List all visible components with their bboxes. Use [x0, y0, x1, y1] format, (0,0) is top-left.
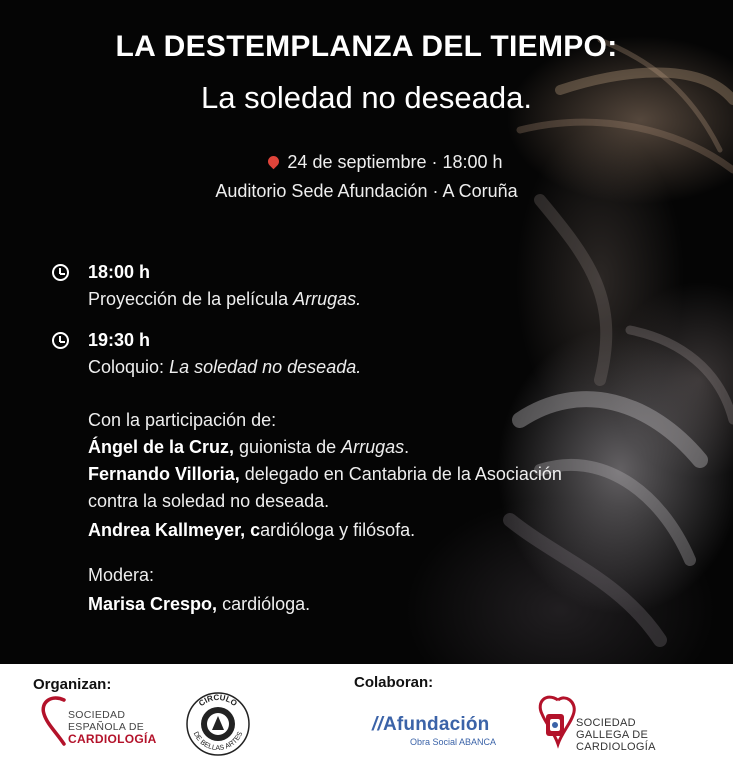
participant-3-name: Andrea Kallmeyer, c: [88, 520, 261, 540]
program-desc-2: [88, 357, 361, 378]
circulo-bellas-artes-logo: [184, 690, 252, 758]
participation-intro: Con la participación de:: [88, 410, 277, 430]
afundacion-logo: [372, 714, 502, 754]
program-time-2: 19:30 h: [88, 330, 151, 350]
organizers-label: Organizan:: [33, 676, 112, 693]
heart-crest-icon: [536, 692, 578, 754]
participant-3: [88, 520, 415, 541]
event-date-line: [0, 152, 733, 173]
poster-title: LA DESTEMPLANZA DEL TIEMPO:: [115, 30, 618, 63]
clock-icon: [52, 264, 69, 281]
svg-text:CIRCULO: [197, 693, 239, 708]
sgc-line-1: SOCIEDAD: [576, 717, 636, 729]
participant-1: [88, 437, 409, 458]
program-time-1: 18:00 h: [88, 262, 151, 282]
afundacion-name: [372, 714, 502, 736]
location-pin-icon: [266, 154, 282, 170]
circulo-arc-top: CIRCULO: [197, 692, 239, 709]
slashes-icon: //: [372, 714, 383, 735]
clock-icon: [52, 332, 69, 349]
participant-2-role-cont: contra la soledad no deseada.: [88, 491, 330, 511]
afundacion-name-text: Afundación: [382, 714, 490, 735]
program-desc-1-text: Proyección de la película: [88, 289, 294, 309]
film-title: Arrugas.: [293, 289, 362, 309]
participant-1-film: Arrugas: [341, 437, 405, 457]
collaborators-label: Colaboran:: [354, 674, 434, 691]
moderator-name: Marisa Crespo,: [88, 594, 218, 614]
moderator-role: cardióloga.: [217, 594, 311, 614]
program-desc-2-text: Coloquio:: [88, 357, 170, 377]
sec-logo: [38, 694, 168, 764]
program-desc-1: [88, 289, 361, 310]
event-date-time: 24 de septiembre · 18:00 h: [287, 152, 503, 172]
circulo-emblem-icon: [184, 690, 252, 758]
sponsors-footer: [0, 664, 733, 768]
sec-logo-text: [68, 709, 157, 745]
participant-2: [88, 464, 562, 485]
event-venue: Auditorio Sede Afundación · A Coruña: [215, 181, 518, 201]
participant-2-name: Fernando Villoria,: [88, 464, 240, 484]
sgc-logo: [536, 692, 686, 764]
participant-3-role: ardióloga y filósofa.: [260, 520, 416, 540]
sec-line-3: CARDIOLOGÍA: [68, 732, 157, 746]
participant-1-end: .: [404, 437, 410, 457]
sgc-line-3: CARDIOLOGÍA: [576, 741, 656, 753]
poster-subtitle: La soledad no deseada.: [201, 80, 532, 115]
sgc-logo-text: [576, 717, 656, 753]
moderator: [88, 594, 310, 615]
sgc-line-2: GALLEGA DE: [576, 729, 649, 741]
afundacion-subtitle: Obra Social ABANCA: [410, 737, 497, 747]
sec-line-2: ESPAÑOLA DE: [68, 721, 145, 733]
circulo-arc-bottom: DE BELLAS ARTES: [191, 730, 245, 753]
participant-1-name: Ángel de la Cruz,: [88, 437, 235, 457]
participant-2-role: delegado en Cantabria de la Asociación: [239, 464, 562, 484]
sec-line-1: SOCIEDAD: [68, 709, 126, 721]
participant-1-role: guionista de: [234, 437, 342, 457]
colloquium-title: La soledad no deseada.: [169, 357, 362, 377]
moderator-intro: Modera:: [88, 565, 155, 585]
